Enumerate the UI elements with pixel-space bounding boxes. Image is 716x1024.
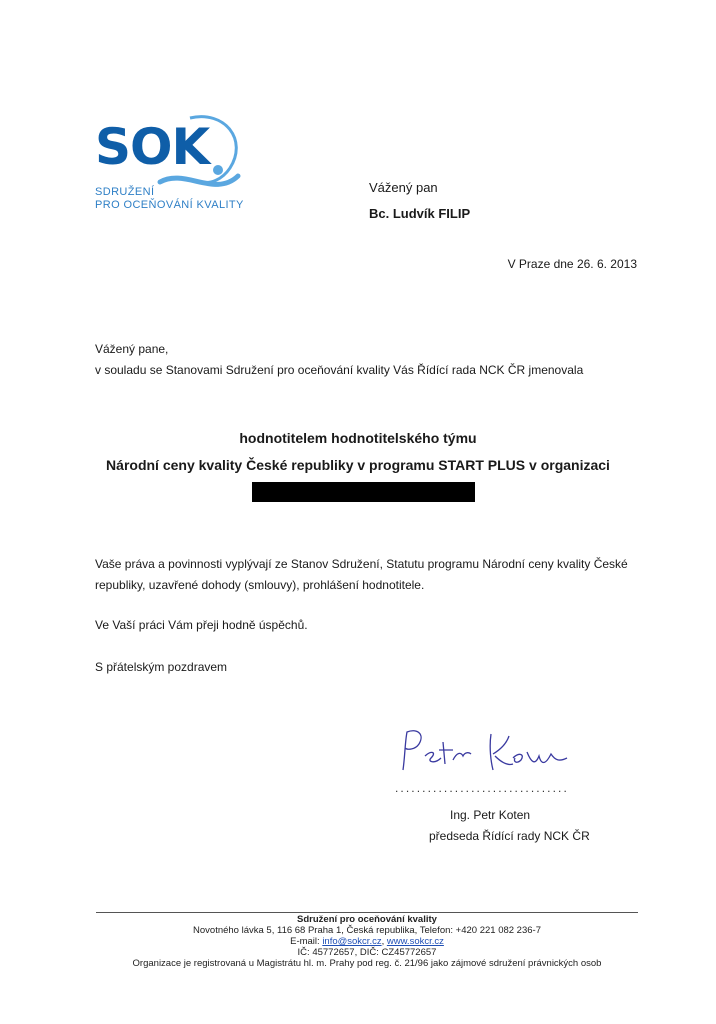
appointment-program: Národní ceny kvality České republiky v programu START PLUS v organizaci <box>106 457 610 473</box>
logo-wordmark: SOK <box>95 118 210 176</box>
appointment-title: hodnotitelem hodnotitelského týmu <box>239 430 477 446</box>
signature-line: ................................ <box>395 781 569 795</box>
footer-email-label: E-mail: <box>290 936 320 947</box>
sok-logo <box>90 110 250 215</box>
signer-role: předseda Řídící rady NCK ČR <box>429 829 590 843</box>
salutation: Vážený pane, <box>95 342 169 356</box>
signer-name: Ing. Petr Koten <box>450 808 531 822</box>
rights-paragraph: Vaše práva a povinnosti vyplývají ze Stanov Sdružení, Statutu programu Národní ceny kvality České republiky, uzavřené dohody (smlouvy), prohlášení hodnotitele. <box>95 557 628 592</box>
footer-web-link[interactable]: www.sokcr.cz <box>386 936 444 947</box>
footer-email-link[interactable]: info@sokcr.cz <box>322 936 382 947</box>
footer-ids: IČ: 45772657, DIČ: CZ45772657 <box>297 947 437 958</box>
handwritten-signature <box>395 722 575 780</box>
letter-date: V Praze dne 26. 6. 2013 <box>507 257 637 271</box>
logo-subtitle-line1: SDRUŽENÍ <box>95 186 155 198</box>
logo-subtitle-line2: PRO OCEŇOVÁNÍ KVALITY <box>95 199 244 211</box>
wish-paragraph: Ve Vaší práci Vám přeji hodně úspěchů. <box>95 618 308 632</box>
footer <box>96 914 638 969</box>
footer-address: Novotného lávka 5, 116 68 Praha 1, Česká republika, Telefon: +420 221 082 236-7 <box>193 925 541 936</box>
footer-org: Sdružení pro oceňování kvality <box>297 914 437 925</box>
intro-text: v souladu se Stanovami Sdružení pro oceňování kvality Vás Řídící rada NCK ČR jmenovala <box>95 363 584 377</box>
footer-contacts <box>96 936 638 947</box>
footer-registration: Organizace je registrovaná u Magistrátu hl. m. Prahy pod reg. č. 21/96 jako zájmové sdružení právnických osob <box>132 958 602 969</box>
footer-divider <box>96 912 638 913</box>
recipient-greeting: Vážený pan <box>369 180 438 195</box>
footer-separator: , <box>381 936 385 947</box>
redacted-organization <box>252 482 475 502</box>
closing-regards: S přátelským pozdravem <box>95 660 228 674</box>
recipient-name: Bc. Ludvík FILIP <box>369 206 471 221</box>
logo-subtitle <box>95 186 244 212</box>
